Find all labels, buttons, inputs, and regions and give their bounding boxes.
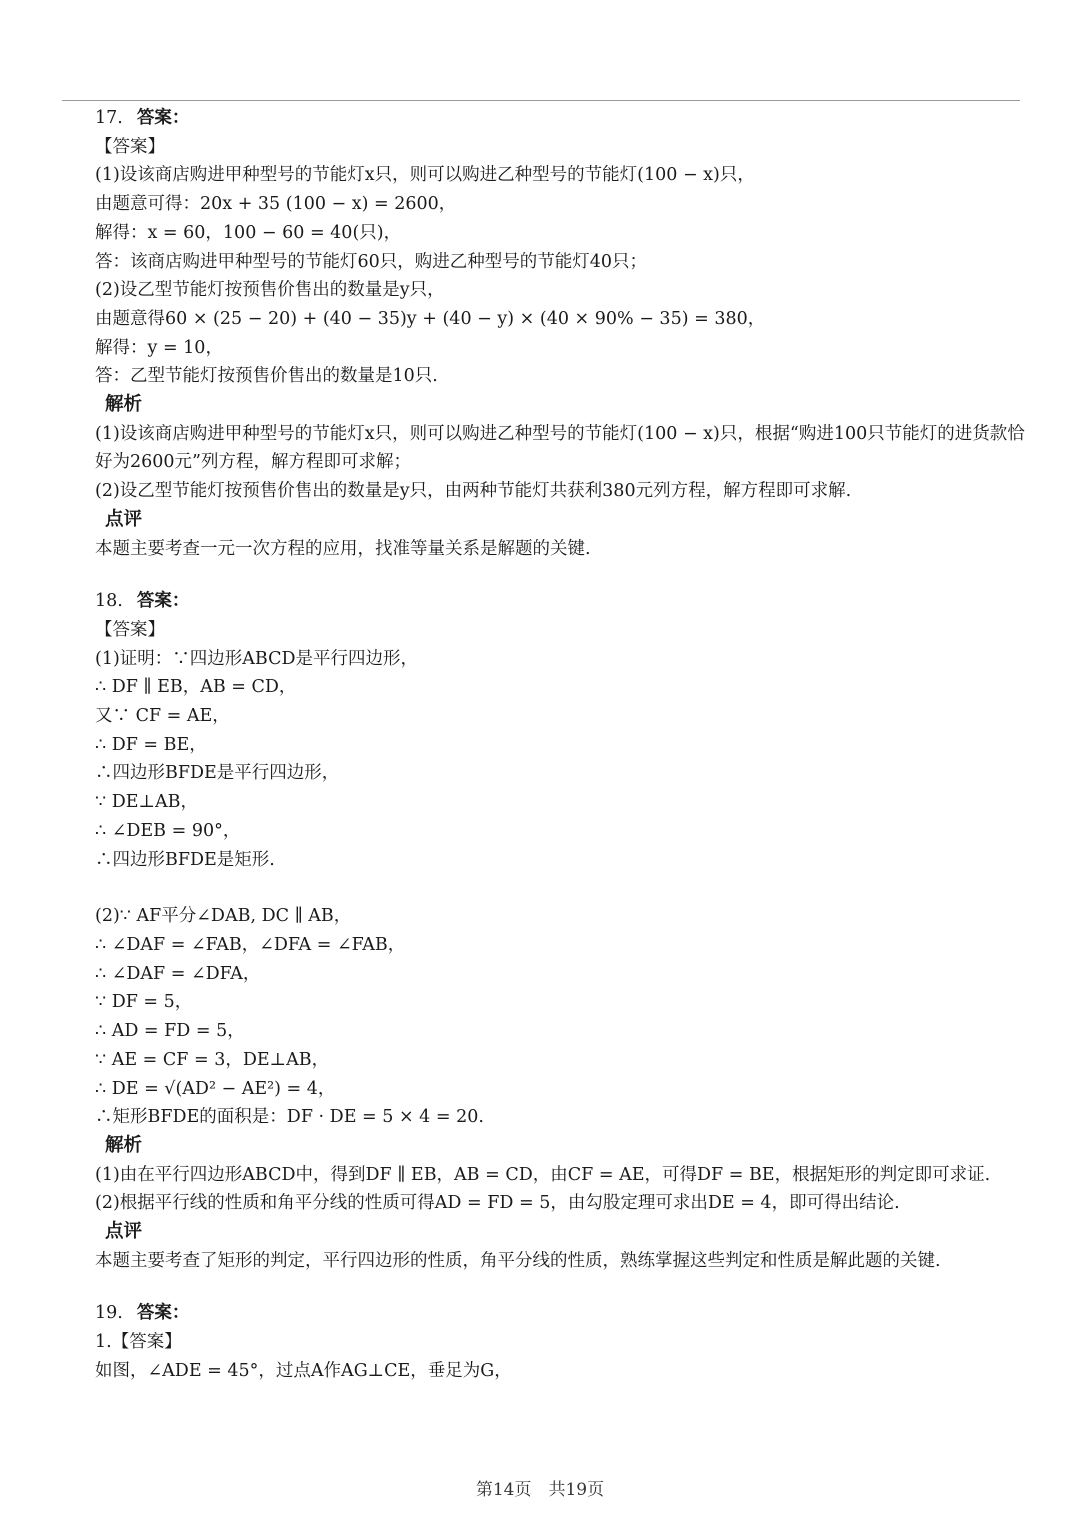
answer-line: ∵ DE⊥AB， (95, 792, 198, 813)
answer-line: 答：该商店购进甲种型号的节能灯60只，购进乙种型号的节能灯40只； (95, 251, 648, 272)
answer-tag: 1.【答案】 (95, 1332, 182, 1353)
answer-line: (1)证明：∵四边形ABCD是平行四边形， (95, 648, 419, 669)
analysis-line: (2)根据平行线的性质和角平分线的性质可得AD = FD = 5，由勾股定理可求出DE = 4，即可得出结论. (95, 1193, 900, 1214)
answer-line: 解得：x = 60，100 − 60 = 40(只)， (95, 222, 402, 243)
answer-line: ∴ AD = FD = 5， (95, 1021, 245, 1042)
comment-line: 本题主要考查一元一次方程的应用，找准等量关系是解题的关键. (95, 538, 591, 559)
spacer (95, 874, 1040, 902)
spacer (95, 1275, 1040, 1299)
answer-line: (2)∵ AF平分∠DAB, DC ∥ AB， (95, 906, 352, 927)
answer-line: ∵ AE = CF = 3，DE⊥AB， (95, 1049, 330, 1070)
spacer (95, 563, 1040, 587)
answer-line: 又∵ CF = AE， (95, 706, 230, 727)
question-19-heading (95, 1299, 1040, 1328)
answer-line: 如图，∠ADE = 45°，过点A作AG⊥CE，垂足为G， (95, 1360, 512, 1381)
answer-line: 答：乙型节能灯按预售价售出的数量是10只. (95, 366, 438, 387)
answer-line: ∴四边形BFDE是平行四边形， (95, 763, 340, 784)
answer-line: ∵ DF = 5， (95, 992, 193, 1013)
question-number: 17. (95, 108, 123, 128)
answer-line: 解得：y = 10， (95, 337, 223, 358)
comment-line: 本题主要考查了矩形的判定，平行四边形的性质，角平分线的性质，熟练掌握这些判定和性质是解此题的关键. (95, 1250, 941, 1271)
answer-line: ∴矩形BFDE的面积是：DF · DE = 5 × 4 = 20. (95, 1107, 484, 1128)
question-number: 18. (95, 591, 123, 612)
answer-tag: 【答案】 (95, 619, 165, 640)
answer-line: ∴ ∠DEB = 90°， (95, 820, 241, 841)
answer-line: ∴四边形BFDE是矩形. (95, 849, 275, 870)
answer-tag: 【答案】 (95, 136, 165, 157)
question-title: 答案： (136, 591, 190, 612)
answer-line: ∴ DE = √(AD² − AE²) = 4， (95, 1078, 336, 1099)
answer-content (95, 104, 1040, 1386)
analysis-line: (1)设该商店购进甲种型号的节能灯x只，则可以购进乙种型号的节能灯(100 − x)只，根据“购进100只节能灯的进货款恰好为2600元”列方程，解方程即可求解； (95, 423, 1025, 473)
answer-line: ∴ DF = BE， (95, 734, 207, 755)
page-number: 第14页 共19页 (475, 1480, 605, 1500)
answer-line: (2)设乙型节能灯按预售价售出的数量是y只， (95, 280, 445, 301)
question-number: 19. (95, 1303, 123, 1324)
question-17-heading (95, 104, 1040, 133)
answer-line: ∴ DF ∥ EB，AB = CD， (95, 677, 297, 698)
comment-label: 点评 (105, 1221, 143, 1243)
comment-label: 点评 (105, 508, 143, 530)
question-18-heading (95, 587, 1040, 616)
question-title: 答案： (136, 1303, 190, 1324)
header-rule (62, 100, 1020, 101)
answer-line: ∴ ∠DAF = ∠FAB，∠DFA = ∠FAB， (95, 934, 406, 955)
analysis-label: 解析 (105, 394, 143, 416)
answer-line: ∴ ∠DAF = ∠DFA， (95, 963, 261, 984)
analysis-label: 解析 (105, 1134, 143, 1156)
analysis-line: (2)设乙型节能灯按预售价售出的数量是y只，由两种节能灯共获利380元列方程，解方程即可求解. (95, 481, 852, 502)
question-title: 答案： (136, 108, 190, 128)
analysis-line: (1)由在平行四边形ABCD中，得到DF ∥ EB，AB = CD，由CF = AE，可得DF = BE，根据矩形的判定即可求证. (95, 1164, 991, 1185)
answer-line: 由题意可得：20x + 35 (100 − x) = 2600， (95, 194, 457, 215)
answer-line: (1)设该商店购进甲种型号的节能灯x只，则可以购进乙种型号的节能灯(100 − x)只， (95, 165, 755, 186)
answer-line: 由题意得60 × (25 − 20) + (40 − 35)y + (40 − y) × (40 × 90% − 35) = 380， (95, 308, 766, 329)
